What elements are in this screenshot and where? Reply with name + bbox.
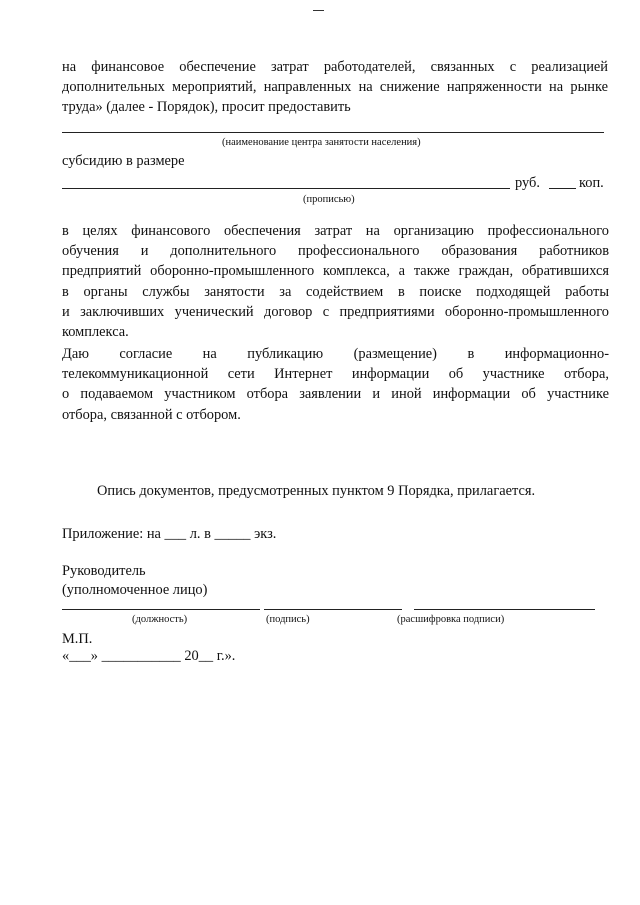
center-name-line[interactable] <box>62 132 604 133</box>
appendix-suffix: экз. <box>254 526 277 542</box>
purpose-line: в целях финансового обеспечения затрат на организацию профессионального <box>62 223 609 239</box>
signature-line[interactable] <box>264 609 402 610</box>
purpose-paragraph <box>62 221 609 342</box>
decoding-line[interactable] <box>414 609 595 610</box>
purpose-line: предприятий оборонно-промышленного комплекса, а также граждан, обратившихся <box>62 263 609 280</box>
consent-line: отбора, связанной с отбором. <box>62 406 241 423</box>
purpose-line: комплекса. <box>62 324 129 341</box>
appendix-prefix: Приложение: на <box>62 526 161 542</box>
intro-paragraph <box>62 57 608 118</box>
appendix-copies-blank[interactable]: _____ <box>214 526 251 542</box>
purpose-line: в органы службы занятости за содействием в поиске подходящей работы <box>62 283 609 300</box>
decoding-caption: (расшифровка подписи) <box>397 614 505 625</box>
rub-label: руб. <box>515 175 540 191</box>
kop-amount-line[interactable] <box>549 188 576 189</box>
subsidy-label: субсидию в размере <box>62 153 185 169</box>
head-label: Руководитель <box>62 563 146 579</box>
date-line[interactable]: «___» ___________ 20__ г.». <box>62 648 236 664</box>
appendix-line <box>62 524 276 544</box>
position-line[interactable] <box>62 609 260 610</box>
purpose-line: обучения и дополнительного профессионального образования работников <box>62 243 609 260</box>
purpose-line: и заключивших ученический договор с предприятиями оборонно-промышленного <box>62 303 609 320</box>
stamp-label: М.П. <box>62 631 93 647</box>
intro-line: труда» (далее - Порядок), просит предоставить <box>62 99 351 116</box>
consent-paragraph <box>62 344 609 425</box>
consent-line: телекоммуникационной сети Интернет информации об участнике отбора, <box>62 366 609 383</box>
propisyu-caption: (прописью) <box>303 194 355 205</box>
signature-caption: (подпись) <box>266 614 310 625</box>
appendix-middle: л. в <box>189 526 211 542</box>
intro-line: на финансовое обеспечение затрат работодателей, связанных с реализацией <box>62 59 608 75</box>
inventory-line: Опись документов, предусмотренных пунктом 9 Порядка, прилагается. <box>97 483 536 499</box>
consent-line: Даю согласие на публикацию (размещение) в информационно- <box>62 346 609 362</box>
center-name-caption: (наименование центра занятости населения) <box>222 137 421 148</box>
intro-line: дополнительных мероприятий, направленных на снижение напряженности на рынке <box>62 79 608 96</box>
authorized-person-label: (уполномоченное лицо) <box>62 582 208 598</box>
subsidy-amount-line[interactable] <box>62 188 510 189</box>
consent-line: о подаваемом участником отбора заявлении и иной информации об участнике <box>62 386 609 403</box>
page-header-mark <box>313 10 324 11</box>
kop-label: коп. <box>579 175 604 191</box>
position-caption: (должность) <box>132 614 188 625</box>
appendix-sheets-blank[interactable]: ___ <box>164 526 187 542</box>
